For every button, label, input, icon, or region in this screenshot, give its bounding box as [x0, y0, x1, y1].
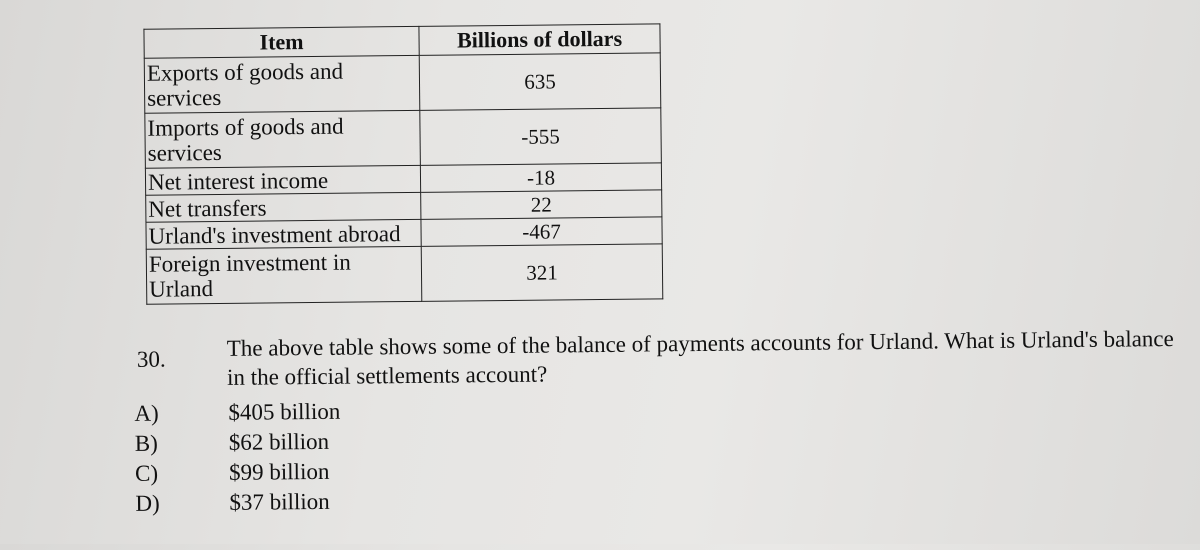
- table-row: [144, 53, 661, 113]
- row-value: 321: [421, 244, 663, 302]
- choice-text: $405 billion: [228, 398, 341, 425]
- choice-letter: A): [134, 400, 159, 426]
- balance-of-payments-table: [143, 23, 663, 304]
- choice-text: $62 billion: [228, 428, 330, 455]
- row-value: -18: [420, 163, 661, 193]
- row-value: -555: [420, 108, 662, 166]
- choice-letter: D): [135, 490, 160, 516]
- column-header-value: Billions of dollars: [419, 24, 660, 56]
- row-item: Urland's investment abroad: [146, 219, 421, 249]
- row-item: Foreign investment in Urland: [146, 246, 422, 304]
- question-text: The above table shows some of the balance of payments accounts for Urland. What is Urland's balance in the official settlements account?: [226, 325, 1174, 390]
- row-item: Net transfers: [146, 192, 421, 222]
- column-header-item: Item: [144, 26, 419, 58]
- choice-d[interactable]: [135, 487, 341, 519]
- row-value: -467: [421, 217, 662, 247]
- question-number: 30.: [136, 346, 166, 372]
- row-item: Imports of goods and services: [145, 110, 421, 168]
- choice-text: $99 billion: [228, 458, 330, 485]
- choice-a[interactable]: [134, 397, 340, 429]
- choice-text: $37 billion: [229, 488, 330, 515]
- answer-choices: [134, 397, 341, 519]
- choice-letter: C): [134, 460, 159, 486]
- choice-b[interactable]: [135, 427, 341, 459]
- row-item: Net interest income: [145, 165, 420, 195]
- row-value: 22: [421, 190, 662, 220]
- table-row: [146, 244, 663, 304]
- table-row: [145, 108, 662, 168]
- row-item: Exports of goods and services: [144, 55, 420, 113]
- choice-c[interactable]: [135, 457, 341, 489]
- choice-letter: B): [134, 430, 158, 456]
- row-value: 635: [419, 53, 661, 111]
